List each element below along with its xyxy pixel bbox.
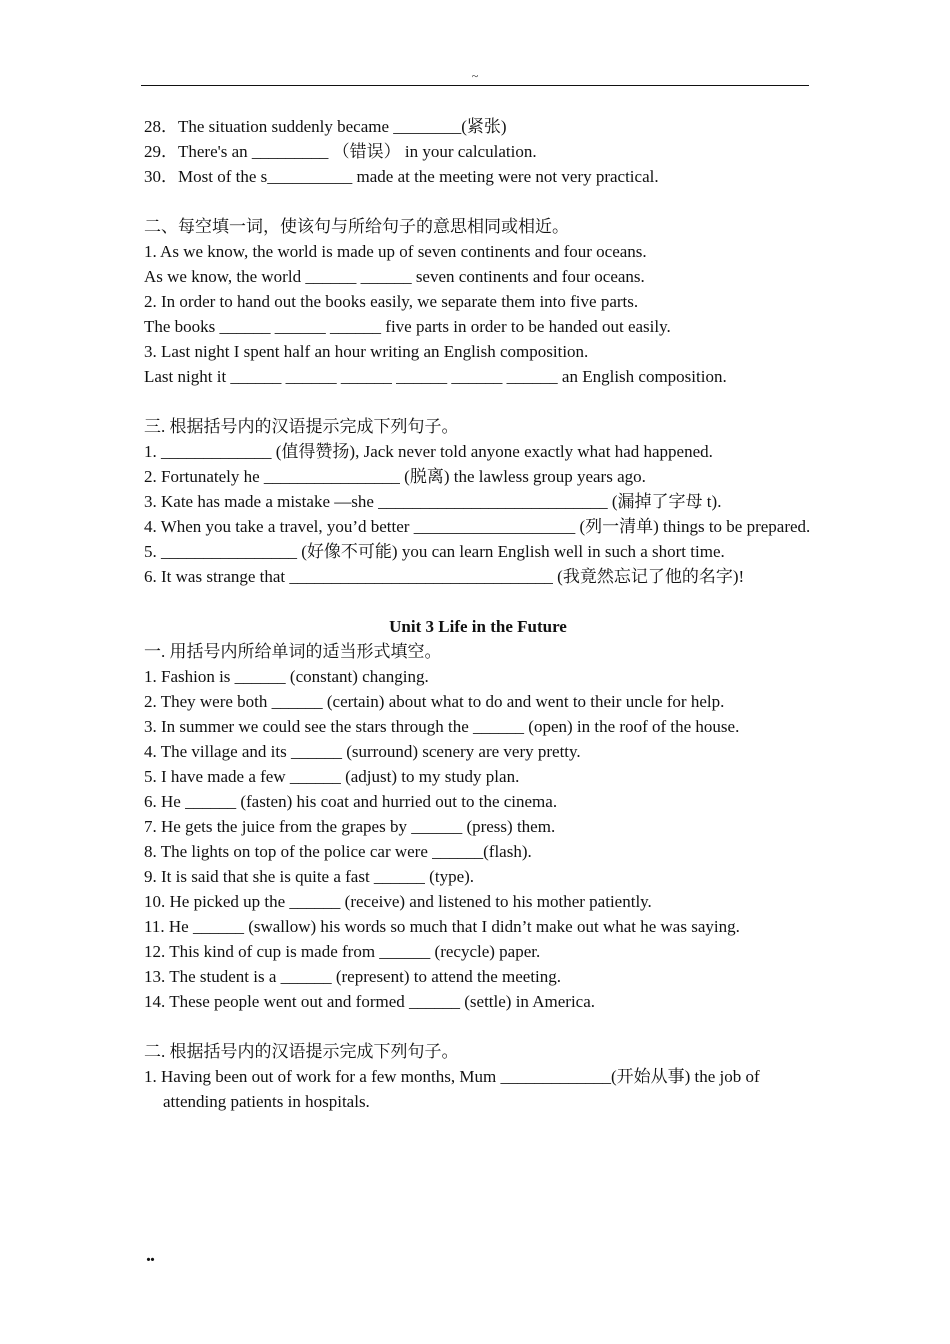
rewrite-line: The books ______ ______ ______ five parts in order to be handed out easily.	[144, 317, 671, 336]
word-form-item: 6. He ______ (fasten) his coat and hurried out to the cinema.	[144, 792, 558, 811]
section-heading-hints-2: 二. 根据括号内的汉语提示完成下列句子。	[144, 1042, 459, 1061]
rewrite-line: As we know, the world ______ ______ seven continents and four oceans.	[144, 267, 645, 286]
rewrite-line: Last night it ______ ______ ______ ______ ______ ______ an English composition.	[144, 367, 727, 386]
exercise-item-28: 28．The situation suddenly became ________(紧张)	[144, 117, 507, 136]
hint-item: 3. Kate has made a mistake —she ___________________________ (漏掉了字母 t).	[144, 492, 722, 511]
word-form-item: 11. He ______ (swallow) his words so much that I didn’t make out what he was saying.	[144, 917, 740, 936]
word-form-item: 2. They were both ______ (certain) about what to do and went to their uncle for help.	[144, 692, 725, 711]
document-body	[144, 114, 812, 1114]
hint-item: 6. It was strange that _______________________________ (我竟然忘记了他的名字)!	[144, 567, 745, 586]
unit-title: Unit 3 Life in the Future	[389, 617, 567, 636]
rewrite-line: 2. In order to hand out the books easily, we separate them into five parts.	[144, 292, 639, 311]
rewrite-line: 3. Last night I spent half an hour writing an English composition.	[144, 342, 589, 361]
word-form-item: 4. The village and its ______ (surround) scenery are very pretty.	[144, 742, 581, 761]
word-form-item: 14. These people went out and formed ______ (settle) in America.	[144, 992, 596, 1011]
hint-item: 2. Fortunately he ________________ (脱离) the lawless group years ago.	[144, 467, 646, 486]
section-heading-hints: 三. 根据括号内的汉语提示完成下列句子。	[144, 417, 459, 436]
header-rule	[141, 85, 809, 86]
footer-mark: ..	[146, 1244, 154, 1266]
header-mark: ~	[471, 69, 479, 83]
hint-item: 4. When you take a travel, you’d better ___________________ (列一清单) things to be prepared.	[144, 517, 811, 536]
word-form-item: 9. It is said that she is quite a fast ______ (type).	[144, 867, 475, 886]
hint-item: 5. ________________ (好像不可能) you can learn English well in such a short time.	[144, 542, 725, 561]
rewrite-line: 1. As we know, the world is made up of seven continents and four oceans.	[144, 242, 647, 261]
word-form-item: 7. He gets the juice from the grapes by ______ (press) them.	[144, 817, 556, 836]
word-form-item: 3. In summer we could see the stars through the ______ (open) in the roof of the house.	[144, 717, 740, 736]
exercise-item-29: 29．There's an _________ （错误） in your calculation.	[144, 142, 537, 161]
word-form-item: 12. This kind of cup is made from ______ (recycle) paper.	[144, 942, 541, 961]
section-heading-word-forms: 一. 用括号内所给单词的适当形式填空。	[144, 642, 442, 661]
word-form-item: 5. I have made a few ______ (adjust) to my study plan.	[144, 767, 520, 786]
word-form-item: 13. The student is a ______ (represent) to attend the meeting.	[144, 967, 562, 986]
hint-item: 1. Having been out of work for a few months, Mum _____________(开始从事) the job of attending patients in hospitals.	[144, 1067, 764, 1111]
hint-item: 1. _____________ (值得赞扬), Jack never told anyone exactly what had happened.	[144, 442, 713, 461]
section-heading-rewrite: 二、每空填一词，使该句与所给句子的意思相同或相近。	[144, 217, 569, 236]
exercise-item-30: 30．Most of the s__________ made at the meeting were not very practical.	[144, 167, 659, 186]
word-form-item: 10. He picked up the ______ (receive) and listened to his mother patiently.	[144, 892, 652, 911]
word-form-item: 8. The lights on top of the police car were ______(flash).	[144, 842, 532, 861]
word-form-item: 1. Fashion is ______ (constant) changing.	[144, 667, 429, 686]
